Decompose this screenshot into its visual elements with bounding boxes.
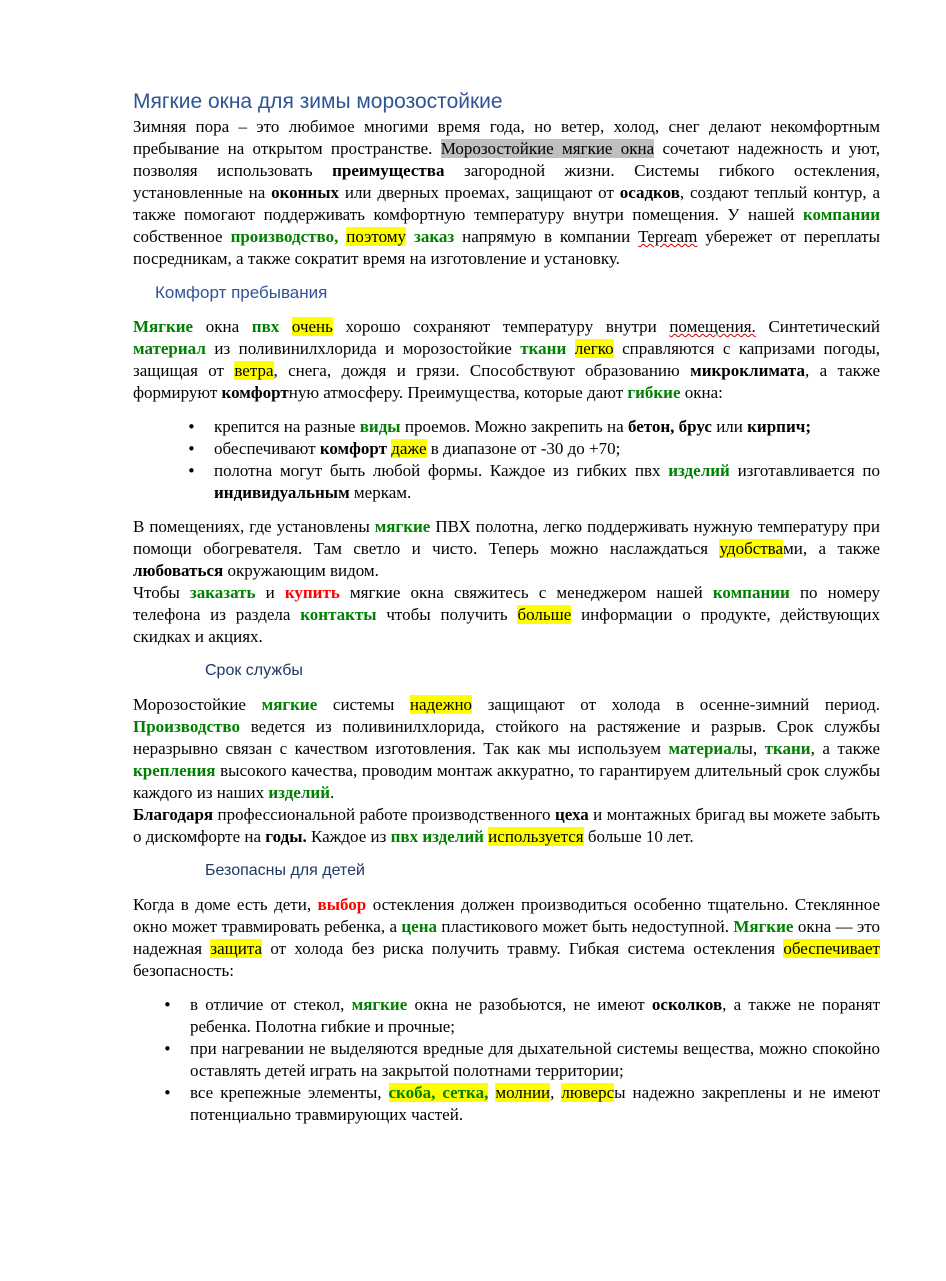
text-run: надежно	[409, 695, 473, 714]
document-title: Мягкие окна для зимы морозостойкие	[133, 90, 503, 113]
text-run: изготавливается по	[729, 461, 881, 480]
text-run: даже	[391, 439, 427, 458]
text-run: ы,	[741, 739, 765, 758]
text-run: ветра	[234, 361, 274, 380]
text-run: мягкие окна свяжитесь с менеджером нашей	[339, 583, 713, 602]
text-run: окружающим видом.	[223, 561, 379, 580]
text-run: остекления должен производиться особенно тщательно. Стеклянное окно может травмировать ребенка, а	[133, 895, 880, 936]
text-run: от холода без риска получить травму. Гибкая система остекления	[262, 939, 784, 958]
text-run: ную атмосферу. Преимущества, которые дают	[288, 383, 628, 402]
text-run: используется	[488, 827, 584, 846]
text-run: окна не разобьются, не имеют	[407, 995, 652, 1014]
text-run: мягкие	[261, 695, 318, 714]
text-run: безопасность:	[133, 961, 234, 980]
text-run: и	[255, 583, 285, 602]
text-run: убережет от переплаты посредникам, а также сократит время на изготовление и установку.	[133, 227, 881, 268]
text-run: Мягкие	[133, 317, 194, 336]
text-run: Когда в доме есть дети,	[133, 895, 318, 914]
text-run: Tepream	[638, 227, 698, 246]
heading-child-safety: Безопасны для детей	[205, 862, 365, 879]
text-run: цена	[401, 917, 438, 936]
text-run: окна	[193, 317, 252, 336]
text-run: ткани	[764, 739, 811, 758]
service-paragraph-1	[133, 694, 880, 804]
intro-paragraph	[133, 116, 880, 270]
text-run: Синтетический	[755, 317, 880, 336]
text-run: Мягкие	[733, 917, 794, 936]
kids-list	[133, 994, 880, 1126]
text-run: ,	[550, 1083, 562, 1102]
text-run: напрямую в компании	[454, 227, 639, 246]
text-run: окна — это надежная	[133, 917, 880, 958]
text-run: выбор	[317, 895, 367, 914]
text-run	[566, 339, 574, 358]
text-run: меркам.	[349, 483, 412, 502]
heading-service-life: Срок службы	[205, 662, 303, 679]
text-run: все крепежные элементы,	[190, 1083, 389, 1102]
text-run: осадков	[619, 183, 680, 202]
text-run: Благодаря	[133, 805, 214, 824]
text-run: Производство	[133, 717, 240, 736]
service-paragraph-2	[133, 804, 880, 848]
text-run: пвх	[251, 317, 280, 336]
text-run: материал	[668, 739, 742, 758]
text-run: виды	[359, 417, 401, 436]
text-run: заказать	[189, 583, 256, 602]
text-run: или дверных проемах, защищают от	[339, 183, 620, 202]
text-run: собственное	[133, 227, 231, 246]
text-run: пластикового может быть недоступной.	[437, 917, 734, 936]
text-run: индивидуальным	[214, 483, 350, 502]
text-run: компании	[712, 583, 790, 602]
text-run: хорошо сохраняют температуру внутри	[332, 317, 670, 336]
text-run: в отличие от стекол,	[190, 995, 352, 1014]
text-run: изделий	[268, 783, 330, 802]
text-run: высокого качества, проводим монтаж аккуратно, то гарантируем длительный срок службы каждого из наших	[133, 761, 880, 802]
comfort-list	[133, 416, 880, 504]
text-run: легко	[574, 339, 614, 358]
text-run: окна:	[680, 383, 723, 402]
text-run: молнии	[495, 1083, 551, 1102]
text-run: производство,	[230, 227, 339, 246]
text-run: цеха	[554, 805, 589, 824]
text-run: люверс	[561, 1083, 615, 1102]
text-run: , снега, дождя и грязи. Способствуют образованию	[273, 361, 691, 380]
text-run: защищают от холода в осенне-зимний период.	[472, 695, 881, 714]
text-run: больше 10 лет.	[583, 827, 694, 846]
comfort-paragraph-2	[133, 516, 880, 582]
comfort-paragraph-1	[133, 316, 880, 404]
text-run: очень	[291, 317, 333, 336]
text-run: заказ	[414, 227, 455, 246]
text-run: удобства	[719, 539, 784, 558]
heading-comfort: Комфорт пребывания	[155, 283, 328, 302]
text-run: защита	[210, 939, 263, 958]
text-run: информации о продукте, действующих скидках и акциях.	[133, 605, 880, 646]
kids-paragraph-1	[133, 894, 880, 982]
list-item	[190, 1038, 880, 1082]
text-run: ведется из поливинилхлорида, стойкого на растяжение и разрыв. Срок службы неразрывно связан с качеством изготовления. Так как мы используем	[133, 717, 880, 758]
text-run: профессиональной работе производственного	[213, 805, 555, 824]
text-run: скоба, сетка,	[388, 1083, 489, 1102]
text-run: и монтажных бригад вы можете забыть о дискомфорте на	[133, 805, 880, 846]
text-run: Морозостойкие мягкие окна	[440, 139, 655, 158]
list-item	[214, 416, 880, 438]
text-run: В помещениях, где установлены	[133, 517, 375, 536]
list-item	[190, 1082, 880, 1126]
text-run	[406, 227, 414, 246]
text-run: больше	[517, 605, 572, 624]
text-run: Зимняя пора – это любимое многими время года, но ветер, холод, снег делают некомфортным пребывание на открытом пространстве.	[133, 117, 880, 158]
text-run: материал	[133, 339, 206, 358]
text-run: ПВХ полотна, легко поддерживать нужную температуру при помощи обогревателя. Там светло и чисто. Теперь можно наслаждаться	[133, 517, 880, 558]
text-run: гибкие	[627, 383, 681, 402]
text-run: системы	[317, 695, 410, 714]
text-run: чтобы получить	[376, 605, 518, 624]
text-run: справляются с капризами погоды, защищая от	[133, 339, 880, 380]
text-run: осколков	[651, 995, 723, 1014]
document-body	[133, 88, 880, 1138]
text-run: пвх изделий	[390, 827, 484, 846]
text-run: в диапазоне от -30 до +70;	[426, 439, 621, 458]
text-run: Каждое из	[306, 827, 391, 846]
text-run: оконных	[271, 183, 340, 202]
list-item	[190, 994, 880, 1038]
text-run	[279, 317, 292, 336]
text-run: загородной жизни. Системы гибкого остекления, установленные на	[133, 161, 880, 202]
text-run: комфорт	[221, 383, 289, 402]
text-run: , а также не поранят ребенка. Полотна гибкие и прочные;	[190, 995, 881, 1036]
text-run: ми, а также	[783, 539, 880, 558]
text-run: крепления	[133, 761, 216, 780]
text-run: полотна могут быть любой формы. Каждое из гибких пвх	[214, 461, 669, 480]
text-run: Морозостойкие	[133, 695, 262, 714]
text-run: , создают теплый контур, а также помогают поддерживать комфортную температуру внутри помещения. У нашей	[133, 183, 881, 224]
text-run: обеспечивают	[214, 439, 320, 458]
text-run: .	[329, 783, 335, 802]
text-run: Чтобы	[133, 583, 190, 602]
text-run: микроклимата	[690, 361, 805, 380]
text-run: крепится на разные	[214, 417, 360, 436]
text-run: мягкие	[374, 517, 431, 536]
text-run: контакты	[300, 605, 377, 624]
text-run: комфорт	[319, 439, 387, 458]
text-run: проемов. Можно закрепить на	[400, 417, 628, 436]
text-run: кирпич;	[747, 417, 812, 436]
text-run: , а также формируют	[133, 361, 880, 402]
text-run: годы.	[265, 827, 307, 846]
list-item	[214, 438, 880, 460]
list-item	[214, 460, 880, 504]
text-run: обеспечивает	[783, 939, 880, 958]
text-run: поэтому	[346, 227, 407, 246]
text-run: сочетают надежность и уют, позволяя использовать	[133, 139, 880, 180]
text-run: , а также	[810, 739, 880, 758]
text-run: изделий	[668, 461, 730, 480]
text-run: или	[711, 417, 748, 436]
text-run: мягкие	[351, 995, 408, 1014]
text-run: из поливинилхлорида и морозостойкие	[205, 339, 521, 358]
text-run: помещения.	[669, 317, 756, 336]
text-run: при нагревании не выделяются вредные для дыхательной системы вещества, можно спокойно оставлять детей играть на закрытой полотнами территории;	[190, 1039, 880, 1080]
text-run: ткани	[520, 339, 567, 358]
text-run: бетон, брус	[627, 417, 712, 436]
text-run: купить	[284, 583, 340, 602]
text-run: ы надежно закреплены и не имеют потенциально травмирующих частей.	[190, 1083, 881, 1124]
text-run: преимущества	[332, 161, 445, 180]
text-run: любоваться	[133, 561, 224, 580]
comfort-paragraph-3	[133, 582, 880, 648]
text-run: по номеру телефона из раздела	[133, 583, 881, 624]
text-run: компании	[802, 205, 880, 224]
